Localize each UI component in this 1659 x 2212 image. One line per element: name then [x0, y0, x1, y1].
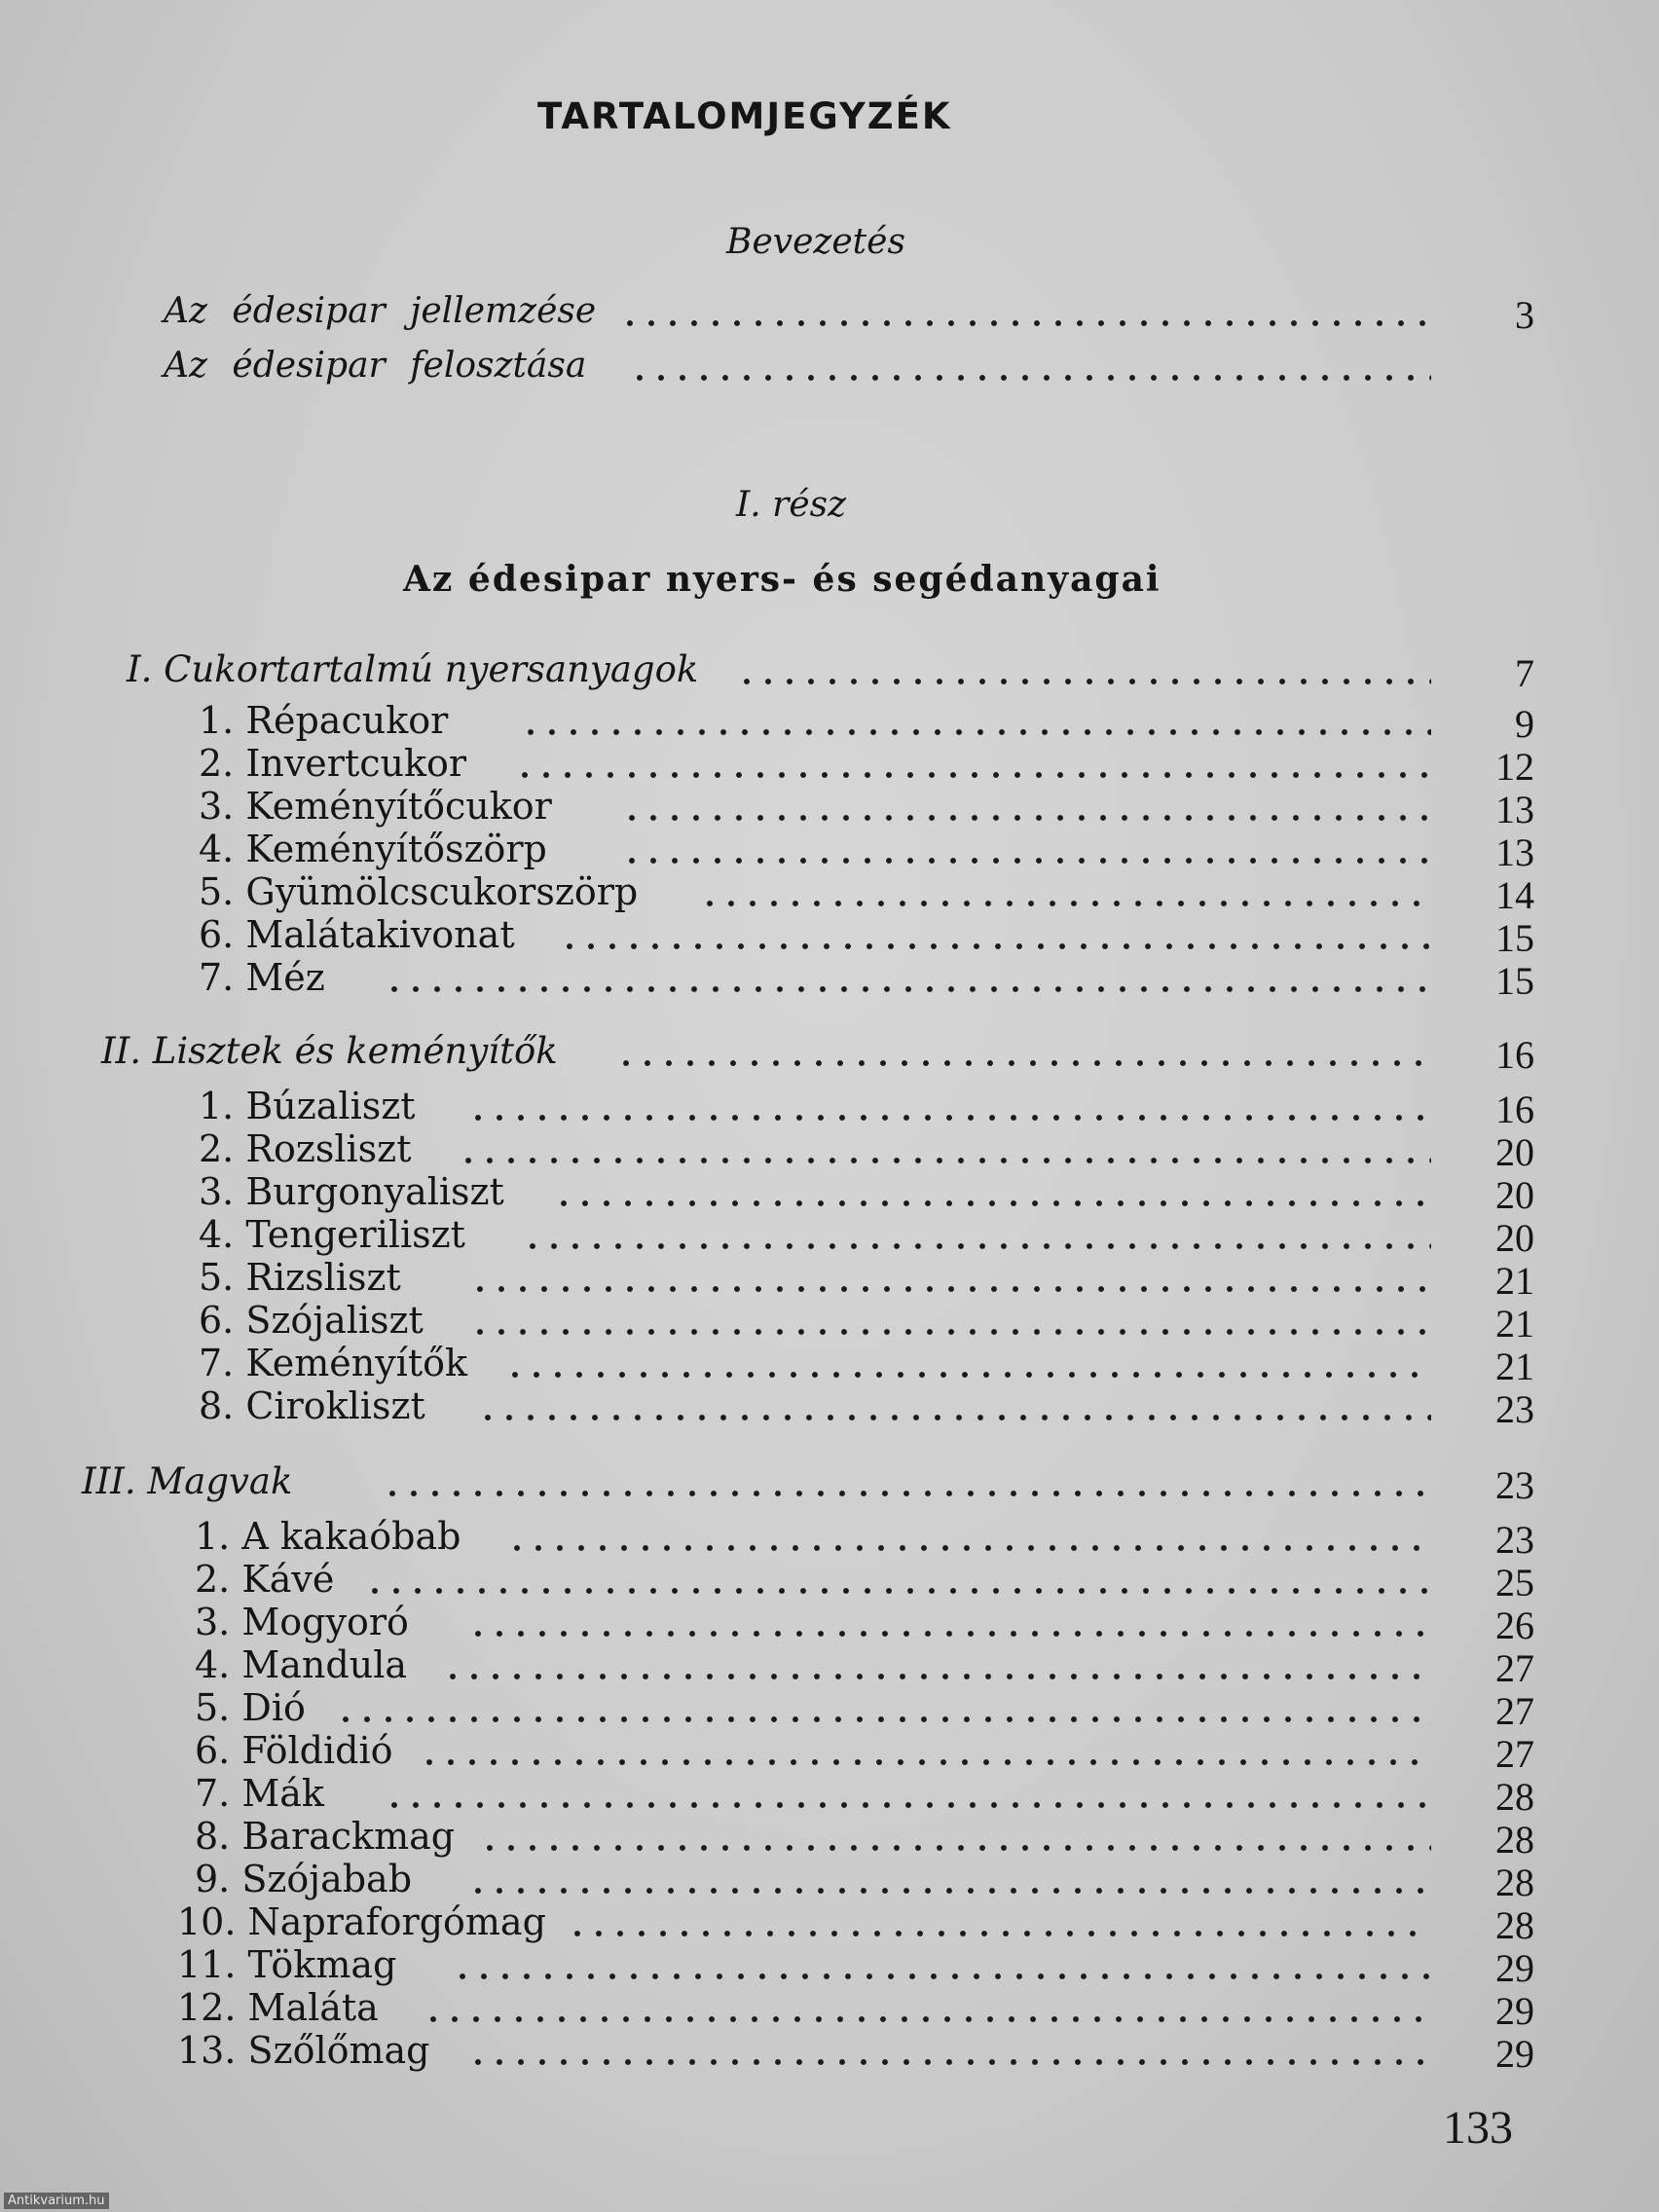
item-label: Méz — [245, 956, 325, 999]
section-page: 16 — [1495, 1033, 1534, 1077]
dot-leader — [506, 1544, 1431, 1552]
item-label: Keményítők — [245, 1342, 468, 1384]
item-number: 6. — [199, 1299, 235, 1342]
toc-entry — [0, 1384, 1659, 1431]
section-number: II. — [101, 1030, 141, 1072]
dot-leader — [469, 1285, 1431, 1293]
dot-leader — [621, 814, 1431, 822]
item-label: Invertcukor — [245, 742, 467, 785]
item-label: Szójaliszt — [245, 1299, 424, 1342]
toc-entry — [0, 2029, 1659, 2076]
toc-entry — [0, 290, 1659, 337]
dot-leader — [458, 1157, 1431, 1164]
item-number: 4. — [199, 828, 235, 870]
toc-entry — [0, 1213, 1659, 1260]
dot-leader — [384, 1801, 1431, 1809]
item-page: 21 — [1495, 1345, 1534, 1388]
toc-entry — [0, 1299, 1659, 1346]
item-label: Malátakivonat — [245, 913, 515, 956]
item-label: Kávé — [241, 1558, 335, 1601]
toc-entry — [0, 828, 1659, 874]
item-page: 26 — [1495, 1604, 1534, 1647]
dot-leader — [467, 1630, 1431, 1638]
toc-entry — [0, 742, 1659, 789]
part-heading: I. rész — [736, 485, 847, 525]
dot-leader — [467, 1887, 1431, 1895]
item-number: 10. — [177, 1900, 237, 1943]
item-label: Szőlőmag — [247, 2029, 430, 2072]
item-number: 2. — [199, 742, 235, 785]
item-page: 29 — [1495, 1946, 1534, 1990]
item-page: 14 — [1495, 873, 1534, 917]
item-number: 4. — [195, 1643, 231, 1686]
item-number: 5. — [199, 870, 235, 913]
toc-section — [0, 1030, 1659, 1077]
item-number: 7. — [195, 1772, 231, 1815]
dot-leader — [452, 1972, 1431, 1980]
item-page: 20 — [1495, 1130, 1534, 1174]
item-label: Szójabab — [241, 1858, 413, 1900]
item-page: 13 — [1495, 788, 1534, 831]
item-number: 1. — [199, 1085, 235, 1127]
item-number: 4. — [199, 1213, 235, 1256]
dot-leader — [514, 771, 1431, 779]
toc-entry — [0, 956, 1659, 1003]
toc-entry — [0, 1815, 1659, 1862]
item-page: 21 — [1495, 1302, 1534, 1346]
intro-heading: Bevezetés — [726, 222, 905, 262]
section-number: III. — [82, 1460, 136, 1502]
toc-entry — [0, 913, 1659, 960]
toc-entry — [0, 785, 1659, 831]
item-page: 9 — [1515, 702, 1534, 746]
item-page: 16 — [1495, 1088, 1534, 1131]
dot-leader — [382, 1490, 1431, 1497]
item-page: 23 — [1495, 1387, 1534, 1431]
toc-section — [0, 648, 1659, 695]
item-number: 7. — [199, 956, 235, 999]
watermark: Antikvarium.hu — [4, 2193, 109, 2209]
item-page: 29 — [1495, 2032, 1534, 2076]
item-label: Tengeriliszt — [245, 1213, 465, 1256]
item-page: 15 — [1495, 916, 1534, 960]
item-label: Barackmag — [241, 1815, 456, 1858]
dot-leader — [621, 857, 1431, 865]
dot-leader — [477, 1414, 1431, 1421]
dot-leader — [384, 985, 1431, 993]
item-page: 29 — [1495, 1989, 1534, 2033]
item-page: 23 — [1495, 1518, 1534, 1562]
toc-entry — [0, 1601, 1659, 1647]
dot-leader — [736, 678, 1431, 685]
section-number: I. — [127, 648, 153, 690]
dot-leader — [522, 1242, 1431, 1250]
dot-leader — [520, 728, 1431, 736]
item-page: 27 — [1495, 1732, 1534, 1776]
toc-entry-label: Az édesipar felosztása — [164, 346, 587, 386]
item-page: 28 — [1495, 1818, 1534, 1862]
item-number: 2. — [199, 1127, 235, 1170]
item-number: 12. — [177, 1986, 237, 2029]
item-number: 3. — [195, 1601, 231, 1643]
item-page: 15 — [1495, 959, 1534, 1003]
toc-entry — [0, 1729, 1659, 1776]
item-page: 25 — [1495, 1561, 1534, 1604]
toc-entry — [0, 1127, 1659, 1174]
item-label: Mandula — [241, 1643, 408, 1686]
toc-entry — [0, 1256, 1659, 1303]
item-label: Keményítőszörp — [245, 828, 547, 870]
item-page: 20 — [1495, 1173, 1534, 1217]
toc-entry — [0, 1515, 1659, 1562]
toc-entry — [0, 1643, 1659, 1690]
item-number: 6. — [195, 1729, 231, 1772]
toc-entry — [0, 1558, 1659, 1604]
item-number: 3. — [199, 1170, 235, 1213]
dot-leader — [699, 900, 1431, 907]
dot-leader — [615, 1059, 1431, 1067]
toc-entry — [0, 1986, 1659, 2033]
item-page: 28 — [1495, 1775, 1534, 1819]
item-page: 13 — [1495, 830, 1534, 874]
section-label: Magvak — [147, 1460, 293, 1502]
item-label: Répacukor — [245, 699, 449, 742]
item-page: 27 — [1495, 1689, 1534, 1733]
item-label: Keményítőcukor — [245, 785, 552, 828]
dot-leader — [629, 374, 1431, 382]
dot-leader — [567, 1930, 1431, 1937]
item-label: Cirokliszt — [245, 1384, 425, 1427]
item-page: 20 — [1495, 1216, 1534, 1260]
item-number: 3. — [199, 785, 235, 828]
item-label: Maláta — [247, 1986, 379, 2029]
item-page: 12 — [1495, 745, 1534, 789]
toc-entry — [0, 1900, 1659, 1947]
item-page: 27 — [1495, 1646, 1534, 1690]
dot-leader — [504, 1371, 1431, 1379]
item-label: Dió — [241, 1686, 306, 1729]
item-label: Földidió — [241, 1729, 393, 1772]
item-number: 5. — [199, 1256, 235, 1299]
page-number: 133 — [1443, 2102, 1513, 2154]
toc-entry — [0, 699, 1659, 746]
toc-section — [0, 1460, 1659, 1507]
toc-entry — [0, 1943, 1659, 1990]
item-number: 13. — [177, 2029, 237, 2072]
dot-leader — [467, 1114, 1431, 1122]
dot-leader — [467, 2058, 1431, 2066]
item-number: 8. — [195, 1815, 231, 1858]
item-page: 28 — [1495, 1861, 1534, 1904]
item-label: Napraforgómag — [247, 1900, 546, 1943]
dot-leader — [335, 1715, 1431, 1723]
toc-entry — [0, 870, 1659, 917]
dot-leader — [479, 1844, 1431, 1852]
toc-entry-page: 3 — [1515, 293, 1534, 337]
item-label: Mák — [241, 1772, 324, 1815]
toc-entry — [0, 1342, 1659, 1388]
item-label: Tökmag — [247, 1943, 397, 1986]
toc-entry — [0, 1772, 1659, 1819]
item-number: 8. — [199, 1384, 235, 1427]
section-label: Lisztek és keményítők — [152, 1030, 558, 1072]
section-page: 23 — [1495, 1463, 1534, 1507]
dot-leader — [442, 1673, 1431, 1680]
dot-leader — [619, 319, 1427, 327]
item-label: Rozsliszt — [245, 1127, 412, 1170]
item-number: 7. — [199, 1342, 235, 1384]
item-number: 9. — [195, 1858, 231, 1900]
toc-entry-label: Az édesipar jellemzése — [164, 291, 597, 331]
toc-entry — [0, 1858, 1659, 1904]
item-label: Rizsliszt — [245, 1256, 401, 1299]
item-number: 11. — [177, 1943, 237, 1986]
dot-leader — [469, 1328, 1431, 1336]
item-number: 5. — [195, 1686, 231, 1729]
item-label: Gyümölcscukorszörp — [245, 870, 639, 913]
dot-leader — [423, 2015, 1431, 2023]
item-page: 21 — [1495, 1259, 1534, 1303]
item-label: Burgonyaliszt — [245, 1170, 504, 1213]
item-number: 1. — [195, 1515, 231, 1558]
toc-entry — [0, 1085, 1659, 1131]
dot-leader — [553, 1199, 1431, 1207]
dot-leader — [419, 1758, 1431, 1766]
item-number: 1. — [199, 699, 235, 742]
toc-entry — [0, 345, 1659, 387]
item-label: Mogyoró — [241, 1601, 409, 1643]
item-label: Búzaliszt — [245, 1085, 416, 1127]
part-subheading: Az édesipar nyers- és segédanyagai — [403, 559, 1161, 600]
page-title: TARTALOMJEGYZÉK — [537, 95, 952, 137]
dot-leader — [559, 942, 1431, 950]
dot-leader — [364, 1587, 1431, 1595]
item-number: 2. — [195, 1558, 231, 1601]
section-page: 7 — [1515, 651, 1534, 695]
toc-entry — [0, 1686, 1659, 1733]
section-label: Cukortartalmú nyersanyagok — [164, 648, 699, 690]
item-label: A kakaóbab — [241, 1515, 461, 1558]
toc-entry — [0, 1170, 1659, 1217]
item-page: 28 — [1495, 1903, 1534, 1947]
item-number: 6. — [199, 913, 235, 956]
